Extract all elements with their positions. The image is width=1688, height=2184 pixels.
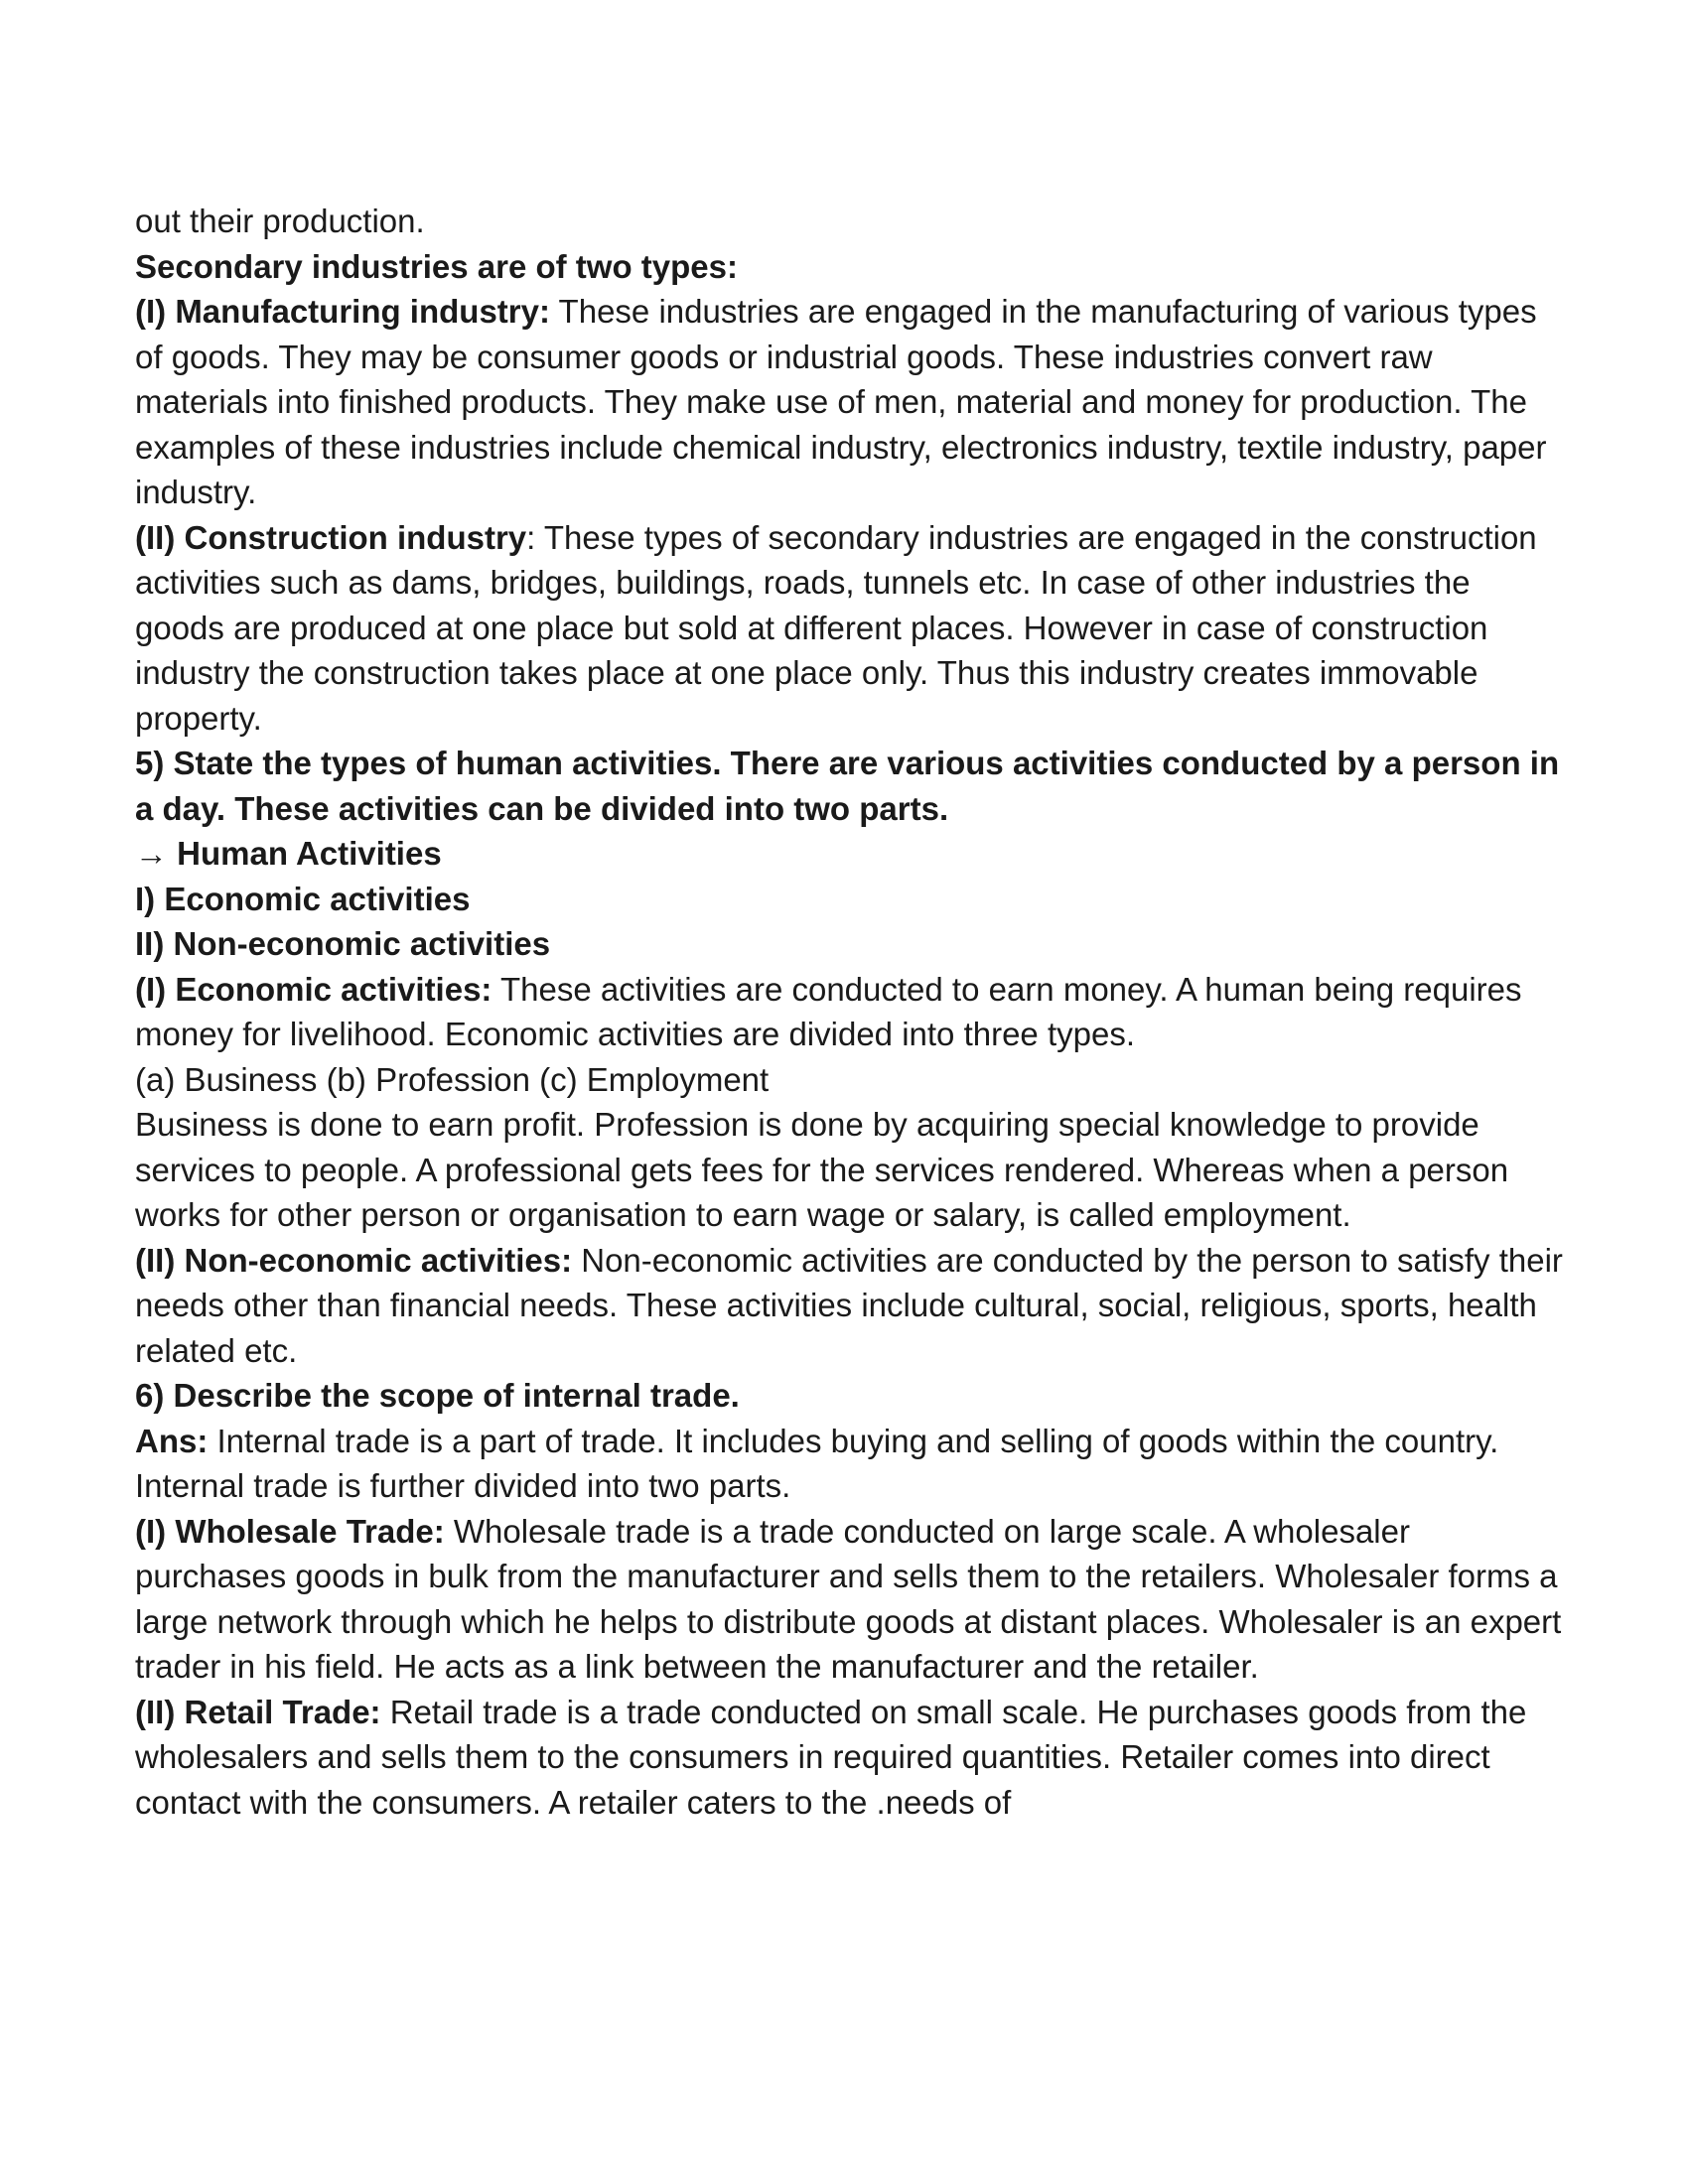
document-page: [135, 199, 1565, 1825]
manufacturing-heading: (I) Manufacturing industry:: [135, 293, 550, 330]
question-6: 6) Describe the scope of internal trade.: [135, 1377, 740, 1414]
answer-text: Internal trade is a part of trade. It includes buying and selling of goods within the country.: [208, 1422, 1499, 1459]
paragraph-economic: [135, 967, 1565, 1057]
activity-types: (a) Business (b) Profession (c) Employment: [135, 1060, 770, 1098]
construction-text: : These types of secondary industries are engaged in the construction activities such as dams, bridges, buildings, roads, tunnels etc. In case of other industries the goods are produced at one place but sold at different places. However in case of construction industry the construction takes place at one place only. Thus this industry creates immovable property.: [135, 518, 1537, 737]
economic-activities-item: I) Economic activities: [135, 880, 471, 917]
answer-label: Ans:: [135, 1422, 209, 1459]
paragraph-answer: [135, 1419, 1565, 1464]
paragraph-internal-trade: Internal trade is further divided into two parts.: [135, 1467, 791, 1504]
wholesale-text: Wholesale trade is a trade conducted on large scale. A wholesaler purchases goods in bulk from the manufacturer and sells them to the retailers. Wholesaler forms a large network through which he helps to distribute goods at distant places. Wholesaler is an expert trader in his field. He acts as a link between the manufacturer and the retailer.: [135, 1512, 1562, 1685]
paragraph-non-economic: [135, 1238, 1565, 1374]
human-activities-heading: → Human Activities: [135, 835, 442, 872]
wholesale-heading: (I) Wholesale Trade:: [135, 1512, 445, 1550]
question-5: 5) State the types of human activities. There are various activities conducted by a person in a day. These activities can be divided into two parts.: [135, 745, 1560, 827]
paragraph-continuation: out their production.: [135, 203, 425, 239]
retail-text: Retail trade is a trade conducted on small scale. He purchases goods from the wholesalers and sells them to the consumers in required quantities. Retailer comes into direct contact with the consumers. A retailer caters to the .needs of: [135, 1693, 1527, 1821]
economic-text: These activities are conducted to earn money. A human being requires money for livelihood. Economic activities are divided into three types.: [135, 970, 1522, 1052]
paragraph-retail: [135, 1690, 1565, 1826]
paragraph-manufacturing: [135, 289, 1565, 515]
retail-heading: (II) Retail Trade:: [135, 1693, 381, 1730]
non-economic-text: Non-economic activities are conducted by the person to satisfy their needs other than financial needs. These activities include cultural, social, religious, sports, health related etc.: [135, 1241, 1563, 1369]
manufacturing-text: These industries are engaged in the manufacturing of various types of goods. They may be consumer goods or industrial goods. These industries convert raw materials into finished products. They make use of men, material and money for production. The examples of these industries include chemical industry, electronics industry, textile industry, paper industry.: [135, 293, 1547, 510]
secondary-industries-heading: Secondary industries are of two types:: [135, 247, 738, 285]
non-economic-heading: (II) Non-economic activities:: [135, 1241, 573, 1279]
paragraph-business: Business is done to earn profit. Profession is done by acquiring special knowledge to provide services to people. A professional gets fees for the services rendered. Whereas when a person works for other person or organisation to earn wage or salary, is called employment.: [135, 1106, 1509, 1233]
non-economic-activities-item: II) Non-economic activities: [135, 925, 551, 962]
construction-heading: (II) Construction industry: [135, 518, 527, 556]
economic-heading: (I) Economic activities:: [135, 970, 492, 1008]
paragraph-construction: [135, 515, 1565, 742]
paragraph-wholesale: [135, 1509, 1565, 1690]
